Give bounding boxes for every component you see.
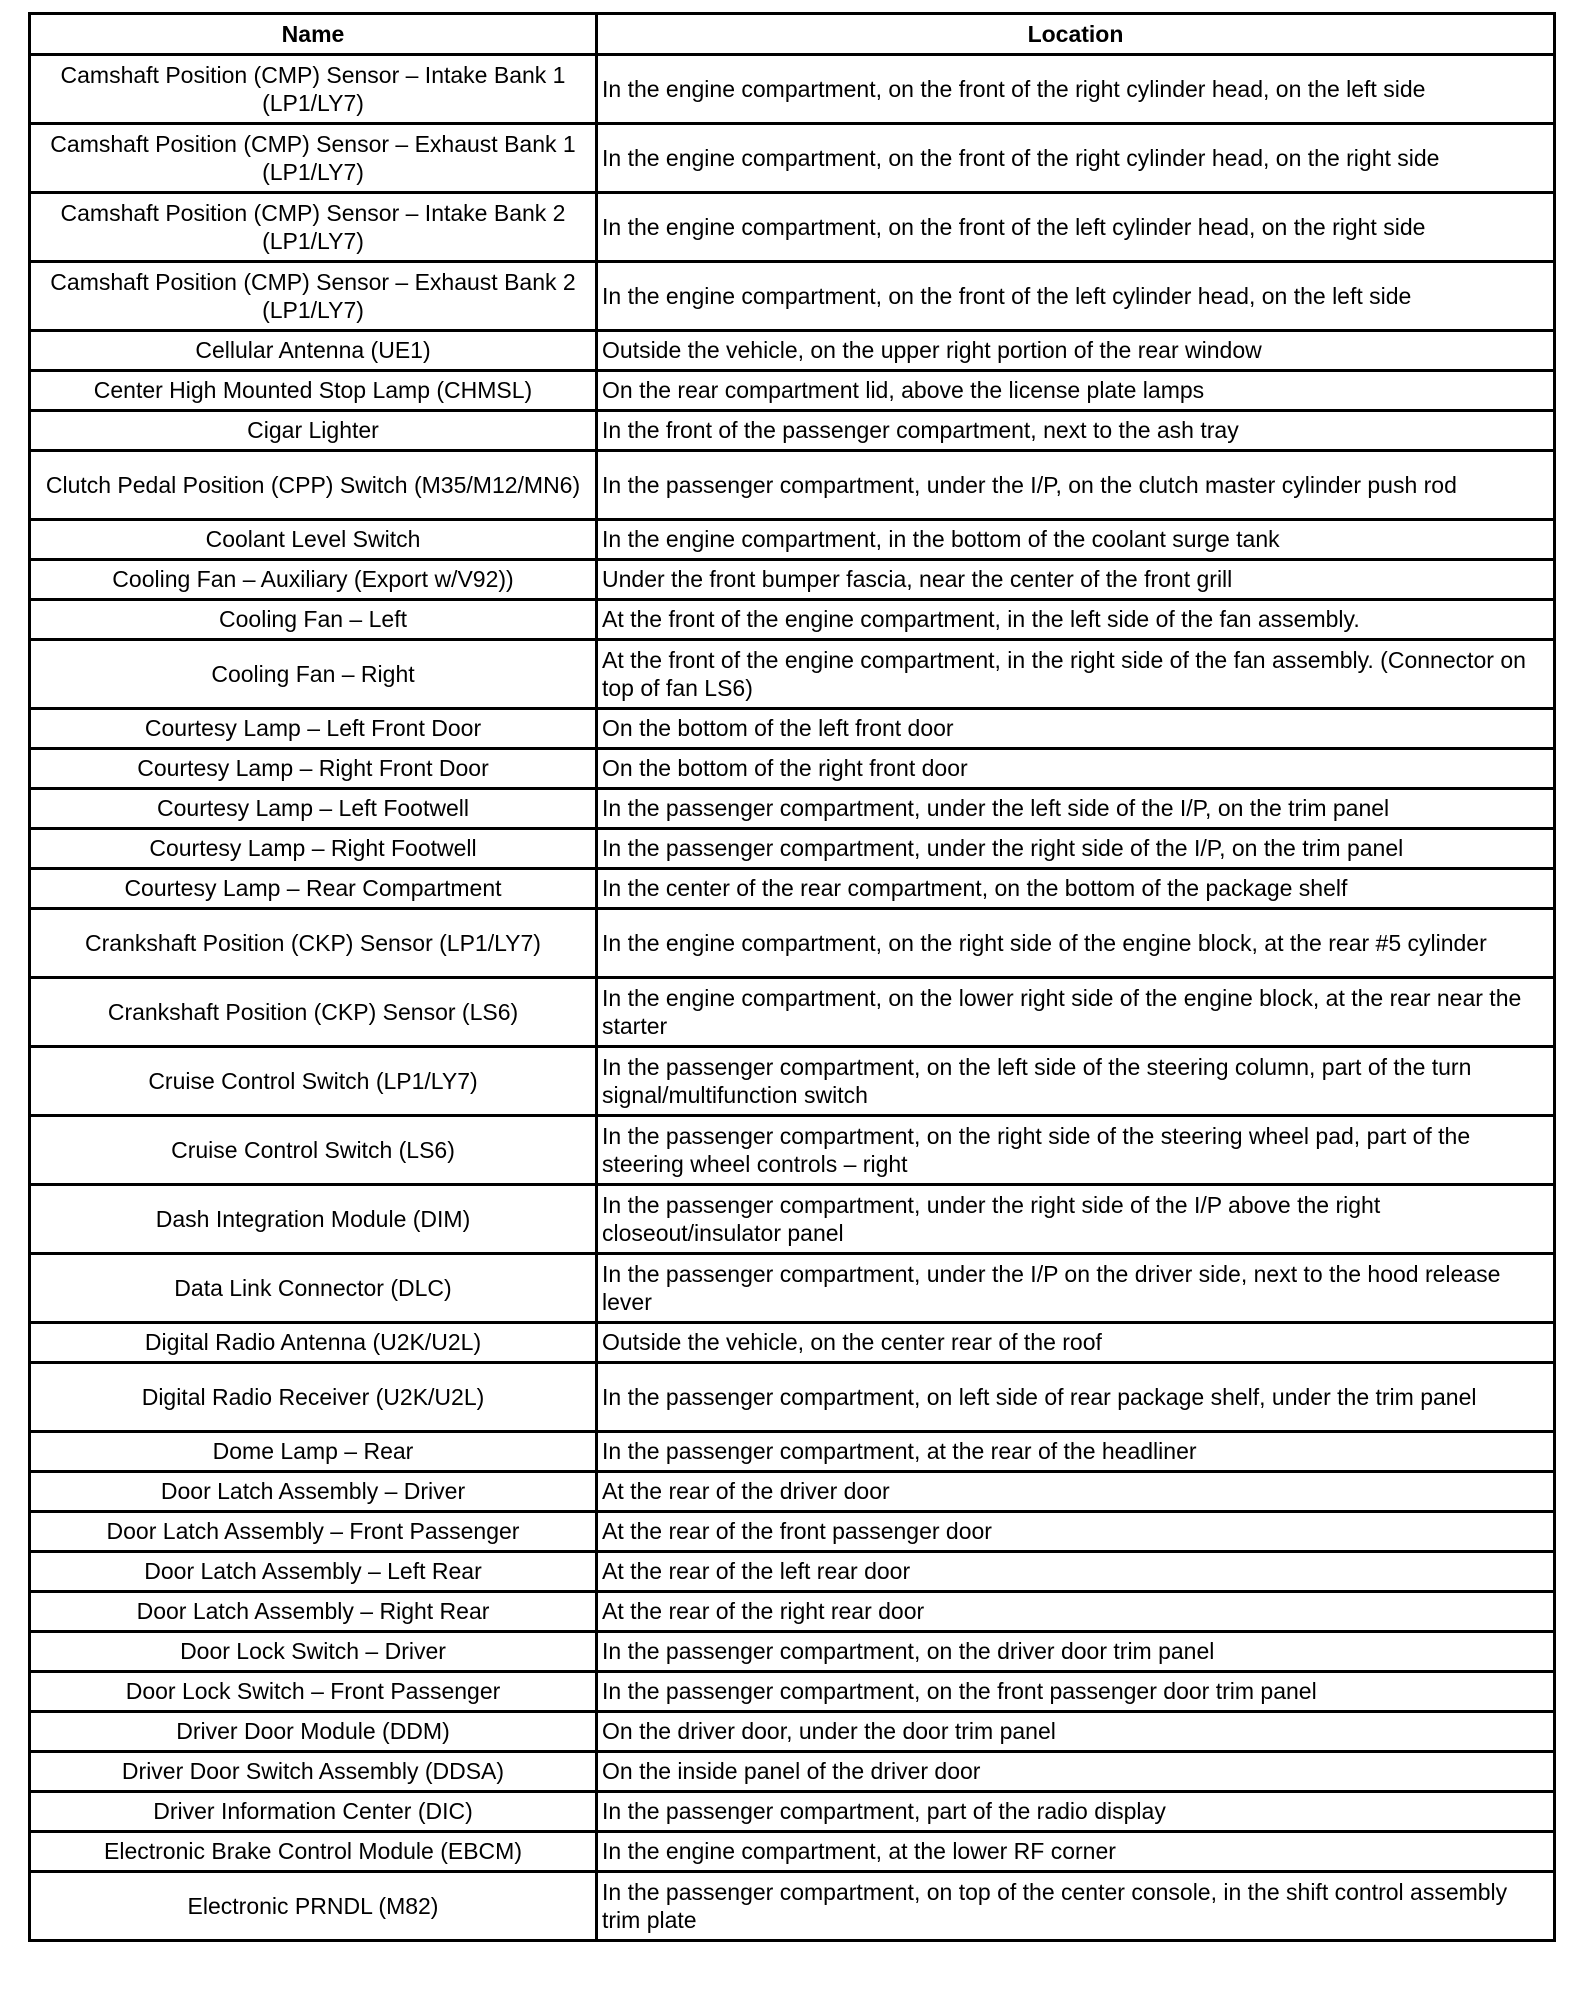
component-location-cell: In the front of the passenger compartment, next to the ash tray <box>597 411 1555 451</box>
table-row <box>30 1363 1555 1432</box>
component-name-cell: Cooling Fan – Right <box>30 640 597 709</box>
name-column-header: Name <box>30 14 597 55</box>
component-location-cell: In the engine compartment, in the bottom of the coolant surge tank <box>597 520 1555 560</box>
component-location-cell: On the rear compartment lid, above the license plate lamps <box>597 371 1555 411</box>
table-row <box>30 1752 1555 1792</box>
component-location-cell: On the bottom of the left front door <box>597 709 1555 749</box>
component-location-cell: In the engine compartment, on the front of the left cylinder head, on the right side <box>597 193 1555 262</box>
table-row <box>30 1185 1555 1254</box>
header-row <box>30 14 1555 55</box>
table-row <box>30 1552 1555 1592</box>
component-location-cell: In the passenger compartment, under the right side of the I/P above the right closeout/insulator panel <box>597 1185 1555 1254</box>
component-name-cell: Door Latch Assembly – Front Passenger <box>30 1512 597 1552</box>
component-location-cell: At the rear of the driver door <box>597 1472 1555 1512</box>
table-row <box>30 411 1555 451</box>
component-location-cell: In the passenger compartment, on the right side of the steering wheel pad, part of the steering wheel controls – right <box>597 1116 1555 1185</box>
component-name-cell: Courtesy Lamp – Rear Compartment <box>30 869 597 909</box>
component-location-cell: At the rear of the left rear door <box>597 1552 1555 1592</box>
table-row <box>30 55 1555 124</box>
component-location-cell: On the inside panel of the driver door <box>597 1752 1555 1792</box>
table-row <box>30 371 1555 411</box>
component-name-cell: Cruise Control Switch (LS6) <box>30 1116 597 1185</box>
component-name-cell: Camshaft Position (CMP) Sensor – Intake Bank 2 (LP1/LY7) <box>30 193 597 262</box>
table-row <box>30 869 1555 909</box>
table-row <box>30 560 1555 600</box>
component-name-cell: Door Latch Assembly – Driver <box>30 1472 597 1512</box>
component-name-cell: Driver Door Module (DDM) <box>30 1712 597 1752</box>
component-location-cell: Under the front bumper fascia, near the center of the front grill <box>597 560 1555 600</box>
table-row <box>30 331 1555 371</box>
component-location-cell: In the passenger compartment, on the front passenger door trim panel <box>597 1672 1555 1712</box>
table-row <box>30 1512 1555 1552</box>
component-name-cell: Coolant Level Switch <box>30 520 597 560</box>
component-location-cell: At the rear of the front passenger door <box>597 1512 1555 1552</box>
table-row <box>30 600 1555 640</box>
component-location-cell: In the engine compartment, on the lower right side of the engine block, at the rear near the starter <box>597 978 1555 1047</box>
component-name-cell: Digital Radio Receiver (U2K/U2L) <box>30 1363 597 1432</box>
component-location-cell: Outside the vehicle, on the center rear of the roof <box>597 1323 1555 1363</box>
table-row <box>30 1592 1555 1632</box>
component-name-cell: Electronic PRNDL (M82) <box>30 1872 597 1941</box>
component-name-cell: Camshaft Position (CMP) Sensor – Intake Bank 1 (LP1/LY7) <box>30 55 597 124</box>
component-location-cell: In the center of the rear compartment, on the bottom of the package shelf <box>597 869 1555 909</box>
component-name-cell: Cruise Control Switch (LP1/LY7) <box>30 1047 597 1116</box>
component-name-cell: Door Latch Assembly – Right Rear <box>30 1592 597 1632</box>
component-location-cell: In the engine compartment, at the lower RF corner <box>597 1832 1555 1872</box>
table-row <box>30 909 1555 978</box>
table-row <box>30 193 1555 262</box>
component-name-cell: Driver Information Center (DIC) <box>30 1792 597 1832</box>
component-location-cell: On the bottom of the right front door <box>597 749 1555 789</box>
component-name-cell: Clutch Pedal Position (CPP) Switch (M35/M12/MN6) <box>30 451 597 520</box>
component-name-cell: Cellular Antenna (UE1) <box>30 331 597 371</box>
table-body <box>30 55 1555 1941</box>
component-name-cell: Courtesy Lamp – Right Front Door <box>30 749 597 789</box>
component-name-cell: Cigar Lighter <box>30 411 597 451</box>
component-location-cell: In the engine compartment, on the front of the right cylinder head, on the left side <box>597 55 1555 124</box>
component-name-cell: Digital Radio Antenna (U2K/U2L) <box>30 1323 597 1363</box>
table-row <box>30 789 1555 829</box>
component-name-cell: Door Latch Assembly – Left Rear <box>30 1552 597 1592</box>
table-row <box>30 749 1555 789</box>
component-name-cell: Cooling Fan – Auxiliary (Export w/V92)) <box>30 560 597 600</box>
component-name-cell: Door Lock Switch – Front Passenger <box>30 1672 597 1712</box>
component-location-cell: In the passenger compartment, part of the radio display <box>597 1792 1555 1832</box>
component-location-table <box>28 12 1556 1942</box>
table-row <box>30 978 1555 1047</box>
table-row <box>30 1432 1555 1472</box>
table-row <box>30 1872 1555 1941</box>
table-row <box>30 829 1555 869</box>
component-location-cell: In the passenger compartment, under the right side of the I/P, on the trim panel <box>597 829 1555 869</box>
component-name-cell: Courtesy Lamp – Right Footwell <box>30 829 597 869</box>
component-location-cell: At the front of the engine compartment, in the left side of the fan assembly. <box>597 600 1555 640</box>
component-location-cell: Outside the vehicle, on the upper right portion of the rear window <box>597 331 1555 371</box>
component-location-cell: At the rear of the right rear door <box>597 1592 1555 1632</box>
component-name-cell: Dash Integration Module (DIM) <box>30 1185 597 1254</box>
component-location-cell: In the passenger compartment, on top of the center console, in the shift control assembly trim plate <box>597 1872 1555 1941</box>
component-location-cell: In the passenger compartment, under the I/P, on the clutch master cylinder push rod <box>597 451 1555 520</box>
table-row <box>30 1323 1555 1363</box>
component-location-cell: In the passenger compartment, at the rear of the headliner <box>597 1432 1555 1472</box>
table-row <box>30 262 1555 331</box>
component-location-cell: On the driver door, under the door trim panel <box>597 1712 1555 1752</box>
table-row <box>30 1632 1555 1672</box>
component-location-cell: In the passenger compartment, under the I/P on the driver side, next to the hood release lever <box>597 1254 1555 1323</box>
table-row <box>30 1712 1555 1752</box>
table-row <box>30 1254 1555 1323</box>
table-row <box>30 1047 1555 1116</box>
table-row <box>30 709 1555 749</box>
table-row <box>30 1672 1555 1712</box>
component-location-cell: In the passenger compartment, on left side of rear package shelf, under the trim panel <box>597 1363 1555 1432</box>
component-name-cell: Center High Mounted Stop Lamp (CHMSL) <box>30 371 597 411</box>
component-name-cell: Driver Door Switch Assembly (DDSA) <box>30 1752 597 1792</box>
table-row <box>30 520 1555 560</box>
component-name-cell: Courtesy Lamp – Left Footwell <box>30 789 597 829</box>
component-name-cell: Camshaft Position (CMP) Sensor – Exhaust Bank 2 (LP1/LY7) <box>30 262 597 331</box>
component-name-cell: Crankshaft Position (CKP) Sensor (LS6) <box>30 978 597 1047</box>
table-row <box>30 1832 1555 1872</box>
location-column-header: Location <box>597 14 1555 55</box>
component-location-cell: In the engine compartment, on the right side of the engine block, at the rear #5 cylinder <box>597 909 1555 978</box>
component-location-cell: In the passenger compartment, on the driver door trim panel <box>597 1632 1555 1672</box>
table-row <box>30 451 1555 520</box>
component-name-cell: Cooling Fan – Left <box>30 600 597 640</box>
component-name-cell: Data Link Connector (DLC) <box>30 1254 597 1323</box>
table-row <box>30 640 1555 709</box>
component-location-cell: At the front of the engine compartment, in the right side of the fan assembly. (Connector on top of fan LS6) <box>597 640 1555 709</box>
table-row <box>30 1472 1555 1512</box>
component-name-cell: Courtesy Lamp – Left Front Door <box>30 709 597 749</box>
table-row <box>30 124 1555 193</box>
component-name-cell: Camshaft Position (CMP) Sensor – Exhaust Bank 1 (LP1/LY7) <box>30 124 597 193</box>
table-row <box>30 1116 1555 1185</box>
component-location-cell: In the engine compartment, on the front of the right cylinder head, on the right side <box>597 124 1555 193</box>
table-row <box>30 1792 1555 1832</box>
component-location-cell: In the passenger compartment, under the left side of the I/P, on the trim panel <box>597 789 1555 829</box>
component-name-cell: Crankshaft Position (CKP) Sensor (LP1/LY7) <box>30 909 597 978</box>
component-location-cell: In the passenger compartment, on the left side of the steering column, part of the turn signal/multifunction switch <box>597 1047 1555 1116</box>
component-name-cell: Electronic Brake Control Module (EBCM) <box>30 1832 597 1872</box>
component-location-cell: In the engine compartment, on the front of the left cylinder head, on the left side <box>597 262 1555 331</box>
component-name-cell: Door Lock Switch – Driver <box>30 1632 597 1672</box>
component-name-cell: Dome Lamp – Rear <box>30 1432 597 1472</box>
